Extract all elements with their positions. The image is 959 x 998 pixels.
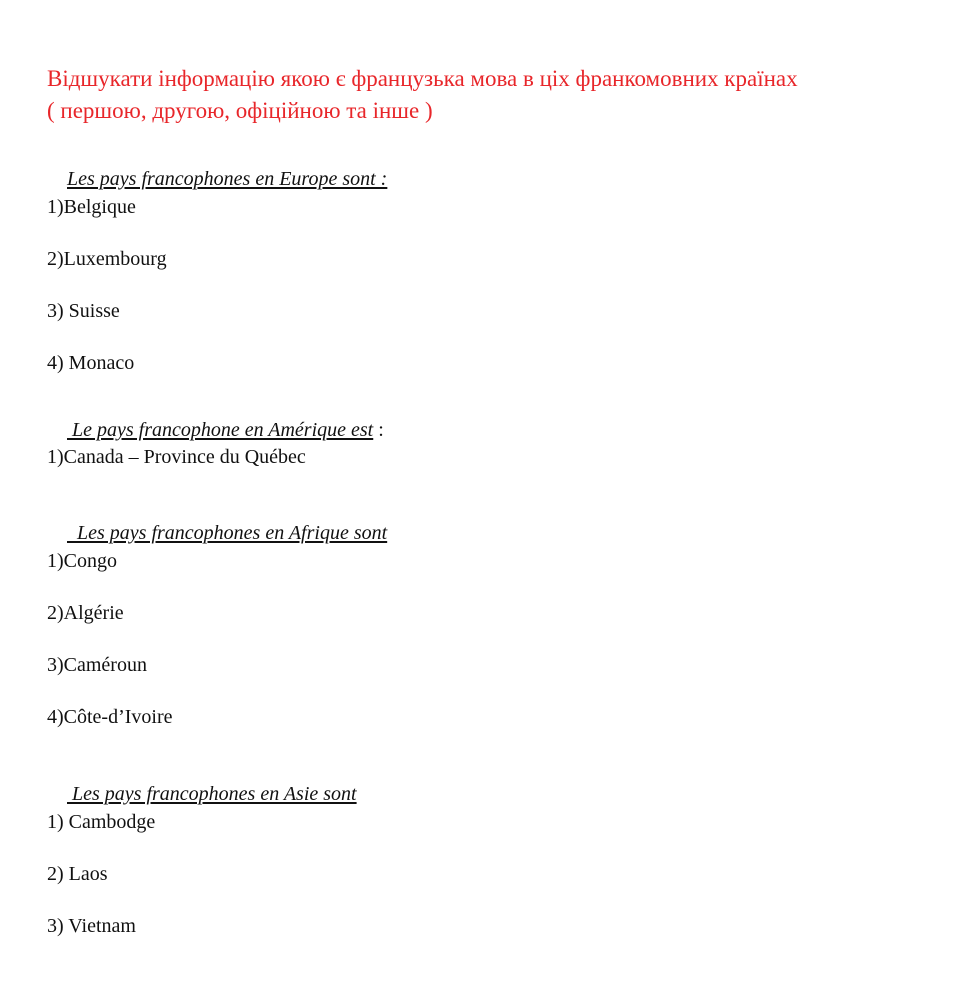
list-item: 3) Vietnam	[47, 915, 136, 937]
list-item: 4)Côte-d’Ivoire	[47, 706, 173, 728]
page-title	[47, 63, 927, 127]
title-line-1: Відшукати інформацію якою є французька мова в ціх франкомовних країнах	[47, 66, 798, 91]
list-item: 2)Luxembourg	[47, 248, 167, 270]
list-item: 1)Congo	[47, 550, 117, 572]
list-item: 3)Caméroun	[47, 654, 147, 676]
list-item: 1)Belgique	[47, 196, 136, 218]
section-heading-america: Le pays francophone en Amérique est :	[67, 419, 384, 441]
section-heading-europe: Les pays francophones en Europe sont :	[67, 168, 388, 190]
list-item: 1)Canada – Province du Québec	[47, 446, 306, 468]
section-heading-africa: Les pays francophones en Afrique sont	[67, 522, 388, 544]
list-item: 2) Laos	[47, 863, 108, 885]
section-heading-asia: Les pays francophones en Asie sont	[67, 783, 357, 805]
list-item: 3) Suisse	[47, 300, 120, 322]
list-item: 1) Cambodge	[47, 811, 156, 833]
list-item: 4) Monaco	[47, 352, 135, 374]
title-line-2: ( першою, другою, офіційною та інше )	[47, 98, 433, 123]
list-item: 2)Algérie	[47, 602, 124, 624]
